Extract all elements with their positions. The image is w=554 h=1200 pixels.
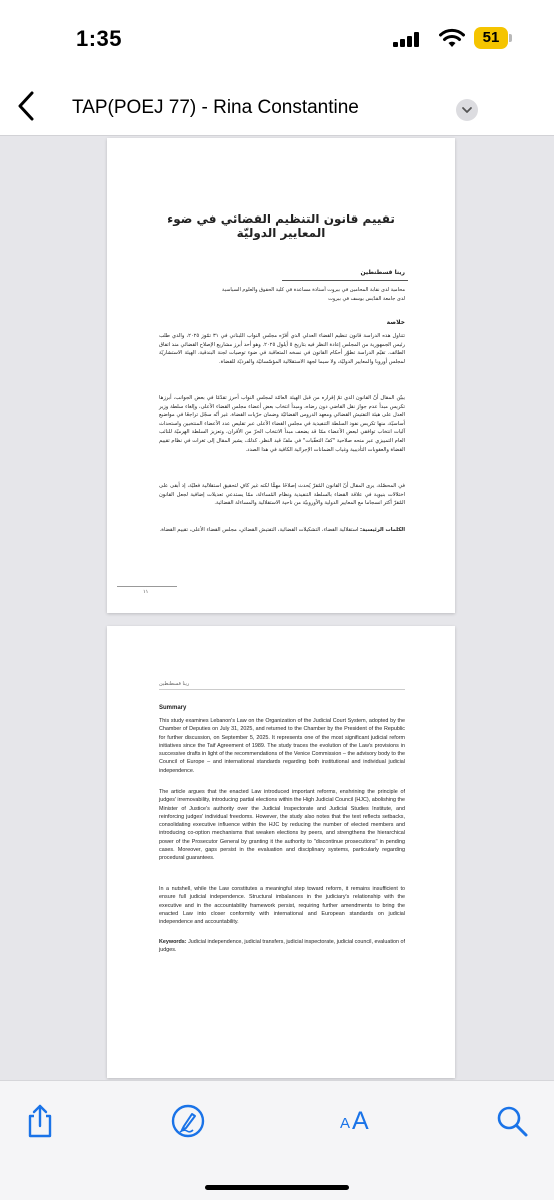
- wifi-icon: [439, 28, 465, 48]
- abstract-paragraph-2: يبيّن المقال أنّ القانون الذي تمّ إقراره من قبل الهيئة العامّة لمجلس النواب أحرز تقدّمًا في بعض الجوانب، أبرزها تكريس مبدأ عدم جواز نقل القاضي دون رضاه، ومبدأ انتخاب بعض أعضاء مجلس القضاء الأعلى، وإلغاء سلطة وزير العدل على هيئة التفتيش القضائي ومعهد الدروس القضائيّة وضمان حرّيات القضاة. غير أنّه سجّل تراجعًا في مواضيع أساسيّة، منها تكريس نفوذ السلطة التنفيذية في مجلس القضاء الأعلى عبر تقليص عدد الأعضاء المنتخبين واستحداث آليات انتخاب توافقي لبعض الأعضاء ممّا قد يضعف مبدأ الانتخاب الحرّ من الأقران، وتعزيز السلطة الهرميّة للنائب العام التمييزي عبر منحه صلاحية "كفّ التعقّبات" في ملفّ قيد النظر. كذلك، يشير المقال إلى ثغرات في نظام تقييم القضاة والعقوبات التأديبية وغياب الضمانات الإجرائية الكافية في هذا الصدد.: [159, 395, 405, 453]
- text-size-large-a: A: [352, 1107, 369, 1135]
- markup-icon[interactable]: [170, 1103, 206, 1139]
- navigation-bar: [0, 80, 554, 136]
- keywords-label-arabic: الكلمات الرئيسية:: [360, 527, 405, 533]
- author-affiliation: محامية لدى نقابة المحامين في بيروت أستاذة مساعدة في كلية الحقوق والعلوم السياسية لدى جامعة القدّيس يوسف في بيروت: [222, 287, 405, 302]
- document-title[interactable]: TAP(POEJ 77) - Rina Constantine: [72, 97, 359, 118]
- battery-indicator: 51: [474, 27, 508, 49]
- author-divider: [282, 280, 408, 281]
- bottom-toolbar: [0, 1080, 554, 1200]
- summary-paragraph-2: The article argues that the enacted Law introduced important reforms, enshrining the principle of judges' irremovability, introducing partial elections within the High Judicial Council (HJC), abolishing the Minister of Justice's authority over the Judicial Inspectorate and Judicial Studies Institute, and reinforcing judges' individual freedoms. However, the study also notes that the text reflects setbacks, consolidating executive influence within the HJC by reducing the number of elected members and introducing co-option mechanisms that weaken elections by peers, and strengthens the hierarchical power of the Prosecutor General by granting it the authority to "discontinue prosecutions" in pending cases. Moreover, gaps persist in the evaluation and disciplinary systems, particularly regarding procedural guarantees.: [159, 789, 405, 862]
- chevron-down-icon: [456, 99, 478, 121]
- summary-heading: Summary: [159, 705, 187, 711]
- footer-divider: [117, 586, 177, 587]
- running-header: رينا قسطنطين: [159, 681, 190, 687]
- abstract-paragraph-3: في المحصّلة، يرى المقال أنّ القانون المُقرّ يُحدث إصلاحًا مهمًّا لكنه غير كافٍ لتحقيق استقلالية فعليّة، إذ أبقى على اختلالات بنيوية في علاقة القضاء بالسلطة التنفيذية ونظام المُساءلة، ممّا يستدعي تعديلات إضافية لجعل القانون المُقرّ أكثر انسجاما مع المعايير الدولية والأوروبيّة من ناحية الاستقلالية والمساءلة القضائية.: [159, 483, 405, 507]
- text-size-button[interactable]: [340, 1103, 376, 1139]
- keywords-english: [159, 938, 405, 955]
- abstract-heading-arabic: خلاصة: [386, 319, 405, 326]
- title-menu-button[interactable]: [456, 99, 478, 121]
- abstract-paragraph-1: تتناول هذه الدراسة قانون تنظيم القضاء العدلي الذي أقرّه مجلس النواب اللبناني في ٣١ تمّوز ٢٠٢٥، والذي طلب رئيس الجمهورية من المجلس إعادة النظر فيه بتاريخ ٥ أيلول ٢٠٢٥. وهو أحد أبرز مشاريع الإصلاح القضائي منذ اتفاق الطائف. تقيّم الدراسة تطوّر أحكام القانون في نسخه المتعاقبة في ضوء توصيات لجنة البندقية، الهيئة الاستشاريّة لمجلس أوروبا والمعايير الدوليّة، ولا سيما لجهة الاستقلالية المؤسّساتيّة والفرديّة للقضاة.: [159, 333, 405, 365]
- author-name-arabic: رينا قسطنطين: [360, 269, 405, 276]
- article-title-arabic: تقييم قانون التنظيم القضائي في ضوء المعايير الدوليّة: [167, 212, 395, 240]
- header-divider: [159, 689, 405, 690]
- keywords-arabic: [159, 526, 405, 535]
- page-number: ١١: [143, 589, 149, 595]
- home-indicator: [205, 1185, 349, 1190]
- keywords-list-arabic: استقلالية القضاء، التشكيلات القضائية، التفتيش القضائي، مجلس القضاء الأعلى، تقييم القضاة.: [159, 527, 359, 533]
- pdf-page-2[interactable]: [107, 626, 455, 1078]
- summary-paragraph-1: This study examines Lebanon's Law on the Organization of the Judicial Court System, adopted by the Chamber of Deputies on July 31, 2025, and returned to the Chamber by the President of the Republic for further discussion, on September 5, 2025. It represents one of the most significant judicial reform initiatives since the Taif Agreement of 1989. The study traces the evolution of the Law's provisions in successive drafts in light of the recommendations of the Venice Commission – the advisory body to the Council of Europe – and international standards regarding both institutional and individual judicial independence.: [159, 718, 405, 774]
- keywords-label-english: Keywords:: [159, 939, 187, 945]
- pdf-page-1[interactable]: [107, 138, 455, 613]
- keywords-list-english: Judicial independence, judicial transfers, judicial inspectorate, judicial council, evaluation of judges.: [159, 939, 406, 954]
- chevron-left-icon[interactable]: [12, 88, 42, 124]
- summary-paragraph-3: In a nutshell, while the Law constitutes a meaningful step toward reform, it remains insufficient to ensure full judicial independence. Structural imbalances in the judiciary's relationship with the executive and in the accountability framework persist, requiring further amendments to bring the enacted Law into closer conformity with international and European standards on judicial independence and accountability.: [159, 886, 405, 926]
- text-size-small-a: A: [340, 1115, 351, 1132]
- status-time: 1:35: [76, 26, 123, 51]
- share-icon[interactable]: [22, 1103, 58, 1139]
- status-bar: [0, 0, 554, 80]
- battery-nub: [509, 34, 512, 42]
- search-icon[interactable]: [494, 1103, 530, 1139]
- cellular-signal-icon: [393, 31, 421, 47]
